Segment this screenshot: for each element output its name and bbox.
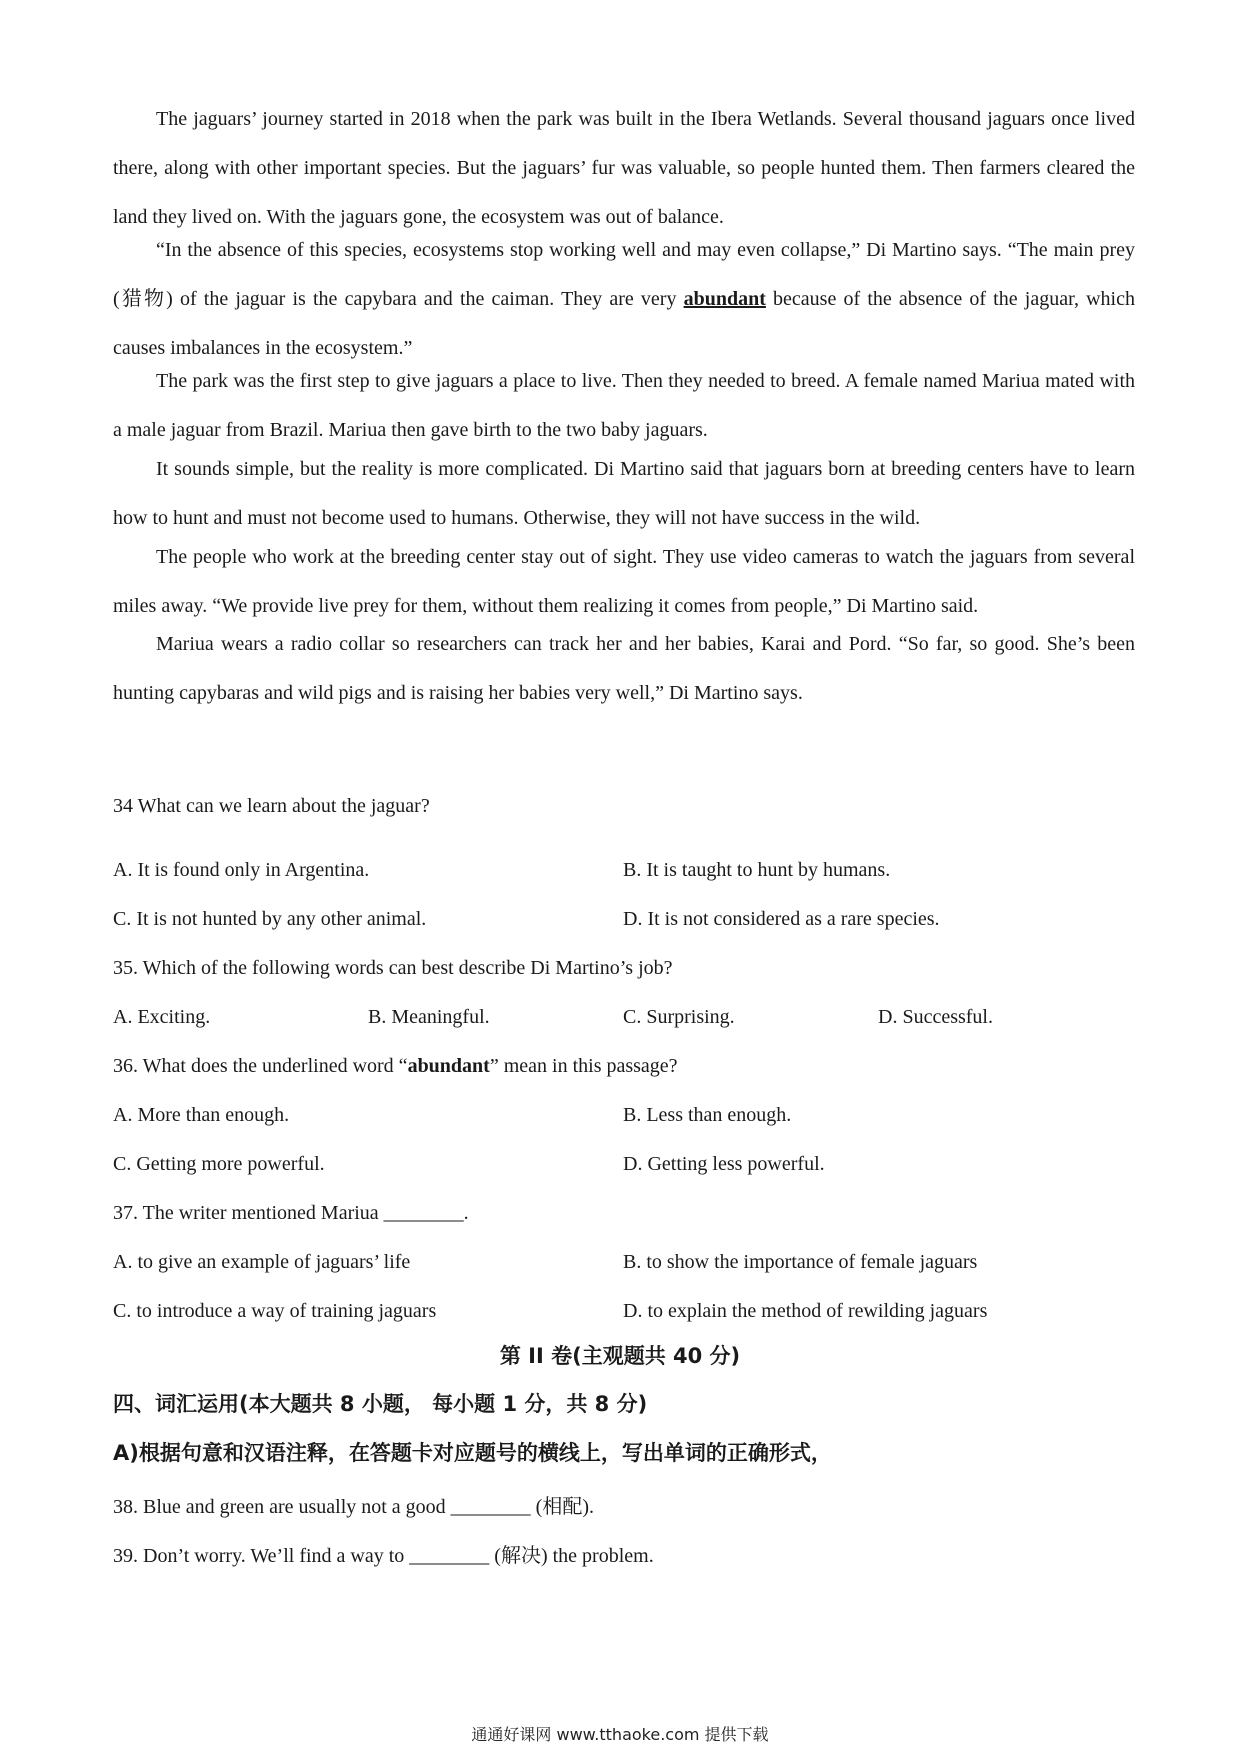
question-35-option-c: C. Surprising. (623, 1006, 735, 1028)
question-36-keyword: abundant (407, 1055, 490, 1077)
question-37-option-b: B. to show the importance of female jaguars (623, 1251, 978, 1273)
passage-paragraph-5: The people who work at the breeding center stay out of sight. They use video cameras to watch the jaguars from several miles away. “We provide live prey for them, without them realizing it comes from people,” Di Martino said. (113, 546, 1135, 617)
question-36-option-b: B. Less than enough. (623, 1104, 792, 1126)
part-a-instruction: A)根据句意和汉语注释，在答题卡对应题号的横线上，写出单词的正确形式， (113, 1441, 832, 1465)
question-35-stem: 35. Which of the following words can best describe Di Martino’s job? (113, 957, 673, 979)
question-36-option-d: D. Getting less powerful. (623, 1153, 825, 1175)
question-35-option-b: B. Meaningful. (368, 1006, 490, 1028)
underlined-word-abundant: abundant (683, 288, 766, 310)
question-37-option-d: D. to explain the method of rewilding jaguars (623, 1300, 988, 1322)
question-37-option-a: A. to give an example of jaguars’ life (113, 1251, 411, 1273)
paragraph-2-text-end: because of the absence of the jaguar, which causes imbalances in the ecosystem.” (113, 288, 1135, 359)
passage-paragraph-6: Mariua wears a radio collar so researchers can track her and her babies, Karai and Pord. “So far, so good. She’s been hunting capybaras and wild pigs and is raising her babies very well,” Di Martino says. (113, 633, 1135, 704)
passage-paragraph-3: The park was the first step to give jaguars a place to live. Then they needed to breed. A female named Mariua mated with a male jaguar from Brazil. Mariua then gave birth to the two baby jaguars. (113, 370, 1135, 441)
section-2-title: 第 II 卷(主观题共 40 分) (499, 1344, 741, 1368)
question-36-option-c: C. Getting more powerful. (113, 1153, 325, 1175)
question-36-option-a: A. More than enough. (113, 1104, 290, 1126)
question-34-option-c: C. It is not hunted by any other animal. (113, 908, 427, 930)
question-37-option-c: C. to introduce a way of training jaguars (113, 1300, 437, 1322)
question-34-option-a: A. It is found only in Argentina. (113, 859, 370, 881)
question-34-option-b: B. It is taught to hunt by humans. (623, 859, 891, 881)
question-36-stem-start: 36. What does the underlined word “ (113, 1055, 408, 1077)
part-4-heading: 四、词汇运用(本大题共 8 小题， 每小题 1 分，共 8 分) (113, 1392, 648, 1416)
page-footer: 通通好课网 www.tthaoke.com 提供下载 (471, 1725, 769, 1744)
question-34-option-d: D. It is not considered as a rare species. (623, 908, 940, 930)
question-35-option-d: D. Successful. (878, 1006, 993, 1028)
paragraph-2-text-start: “In the absence of this species, ecosystems stop working well and may even collapse,” Di Martino says. “The main prey (猎物) of the jaguar is the capybara and the caiman. They are very (113, 239, 1135, 310)
question-35-option-a: A. Exciting. (113, 1006, 211, 1028)
passage-paragraph-1: The jaguars’ journey started in 2018 when the park was built in the Ibera Wetlands. Several thousand jaguars once lived there, along with other important species. But the jaguars’ fur was valuable, so people hunted them. Then farmers cleared the land they lived on. With the jaguars gone, the ecosystem was out of balance. (113, 108, 1135, 228)
question-36-stem-end: ” mean in this passage? (489, 1055, 678, 1077)
passage-paragraph-4: It sounds simple, but the reality is more complicated. Di Martino said that jaguars born at breeding centers have to learn how to hunt and must not become used to humans. Otherwise, they will not have success in the wild. (113, 458, 1135, 529)
question-34-stem: 34 What can we learn about the jaguar? (113, 795, 430, 817)
question-39: 39. Don’t worry. We’ll find a way to ________ (解决) the problem. (113, 1545, 654, 1567)
question-36-stem (113, 1053, 678, 1079)
question-38: 38. Blue and green are usually not a good ________ (相配). (113, 1496, 595, 1518)
passage-paragraph-2 (113, 226, 1135, 373)
question-37-stem: 37. The writer mentioned Mariua ________. (113, 1202, 469, 1224)
